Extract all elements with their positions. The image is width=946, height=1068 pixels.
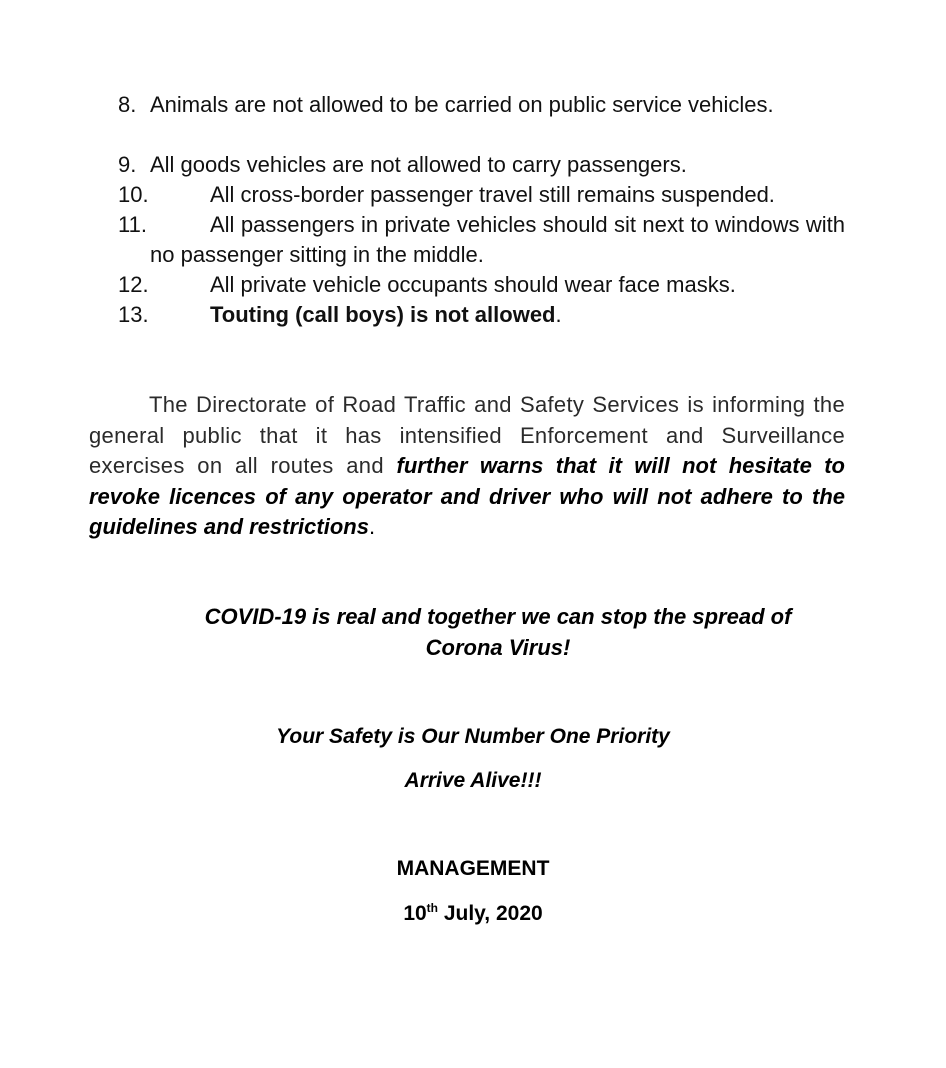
list-item <box>118 300 845 330</box>
signature-date <box>0 900 946 928</box>
list-item <box>118 90 845 150</box>
notice-paragraph <box>89 390 845 543</box>
notice-plain-text: The Directorate of Road Traffic and Safety Services is informing the general public that it has intensified Enforcement and Surveillance exercises on all routes and <box>89 392 845 479</box>
covid-slogan: COVID-19 is real and together we can stop the spread of Corona Virus! <box>204 604 792 660</box>
touting-text: Touting (call boys) is not allowed <box>210 302 556 327</box>
list-item-text: All passengers in private vehicles should sit next to windows with no passenger sitting in the middle. <box>150 212 845 268</box>
list-item-number: 10. <box>118 182 149 207</box>
list-item <box>118 150 845 180</box>
list-item-text: Animals are not allowed to be carried on public service vehicles. <box>150 92 774 117</box>
signature-authority: MANAGEMENT <box>396 857 550 880</box>
list-item-number: 9. <box>118 152 137 177</box>
list-item <box>118 270 845 300</box>
notice-warning-text: further warns that it will not hesitate to revoke licences of any operator and driver who will not adhere to the guidelines and restrictions <box>89 453 845 540</box>
list-item-number: 12. <box>118 272 149 297</box>
notice-period: . <box>368 514 376 540</box>
list-item-text <box>118 300 845 330</box>
safety-slogan: Your Safety is Our Number One Priority <box>276 725 670 748</box>
touting-period: . <box>555 302 562 327</box>
arrive-alive-slogan: Arrive Alive!!! <box>404 769 542 792</box>
date-month-year: July, 2020 <box>438 902 543 925</box>
date-day: 10 <box>403 902 427 925</box>
list-item <box>118 210 845 270</box>
list-item-number: 8. <box>118 92 137 117</box>
list-item-text: All cross-border passenger travel still remains suspended. <box>210 182 775 207</box>
list-item-text: All private vehicle occupants should wear face masks. <box>210 272 736 297</box>
date-ordinal: th <box>426 901 438 915</box>
restrictions-list <box>118 90 845 330</box>
list-item-text: All goods vehicles are not allowed to carry passengers. <box>150 152 687 177</box>
list-item <box>118 180 845 210</box>
list-item-number: 11. <box>118 212 147 237</box>
list-item-number: 13. <box>118 302 149 327</box>
